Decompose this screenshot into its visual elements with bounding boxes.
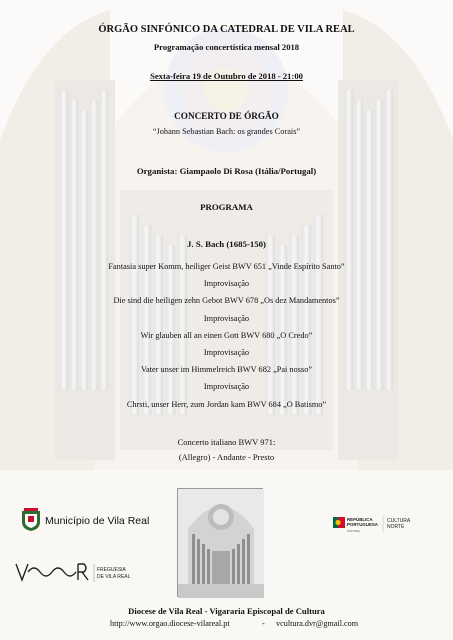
republica-cultura-label: CULTURA [347, 529, 361, 533]
portuguesa-label: PORTUGUESA [347, 522, 378, 527]
freguesia-mark-icon [16, 564, 88, 580]
website-link[interactable]: http://www.orgao.diocese-vilareal.pt [110, 619, 230, 628]
program-item: Wir glauben all an einen Gott BWV 680 „O Credo” [140, 330, 313, 340]
program-heading: PROGRAMA [200, 202, 253, 212]
concerto-movements: (Allegro) - Andante - Presto [178, 452, 275, 462]
concert-title: CONCERTO DE ÓRGÃO [174, 111, 279, 121]
poster-subtitle: Programação concertística mensal 2018 [153, 42, 300, 52]
program-item: Improvisação [203, 382, 250, 392]
program-list [0, 258, 453, 413]
email-link[interactable]: vcultura.dvr@gmail.com [276, 619, 359, 628]
concerto-title: Concerto italiano BWV 971: [177, 437, 276, 447]
program-item: Vater unser im Himmelreich BWV 682 „Pai nosso” [140, 365, 313, 375]
freguesia-label: FREGUESIA [97, 567, 126, 573]
program-item: Chrsti, unser Herr, zum Jordan kam BWV 684 „O Batismo” [126, 399, 327, 409]
freguesia-vila-real-logo [14, 560, 130, 586]
program-item: Improvisação [203, 348, 250, 358]
program-item: Die sind die heiligen zehn Gebot BWV 678 „Os dez Mandamentos” [113, 296, 340, 306]
event-datetime: Sexta-feira 19 de Outubro de 2018 - 21:00 [150, 71, 303, 81]
municipio-logo-text: Município de Vila Real [45, 515, 150, 527]
composer-line: J. S. Bach (1685-150) [187, 239, 266, 249]
footer-organization: Diocese de Vila Real - Vigararia Episcopal de Cultura [128, 606, 325, 616]
republica-cultura-norte-logo [333, 513, 429, 535]
program-item: Improvisação [203, 313, 250, 323]
program-item: Fantasia super Komm, heiliger Geist BWV 651 „Vinde Espírito Santo” [108, 262, 345, 271]
concert-theme: “Johann Sebastian Bach: os grandes Corais” [152, 127, 301, 136]
municipio-vila-real-logo [20, 508, 150, 532]
freguesia-place-label: DE VILA REAL [97, 574, 131, 580]
cultura-norte-line2: NORTE [387, 524, 405, 530]
organist-line: Organista: Giampaolo Di Rosa (Itália/Portugal) [136, 166, 317, 176]
municipio-crest-icon [22, 508, 40, 531]
republica-flag-icon [333, 517, 345, 528]
program-item: Improvisação [203, 279, 250, 289]
republica-label: REPÚBLICA [347, 517, 373, 522]
poster-title: ÓRGÃO SINFÓNICO DA CATEDRAL DE VILA REAL [98, 24, 355, 35]
contact-separator: - [262, 619, 265, 628]
cultura-norte-line1: CULTURA [387, 518, 411, 524]
organ-photo [177, 488, 263, 597]
